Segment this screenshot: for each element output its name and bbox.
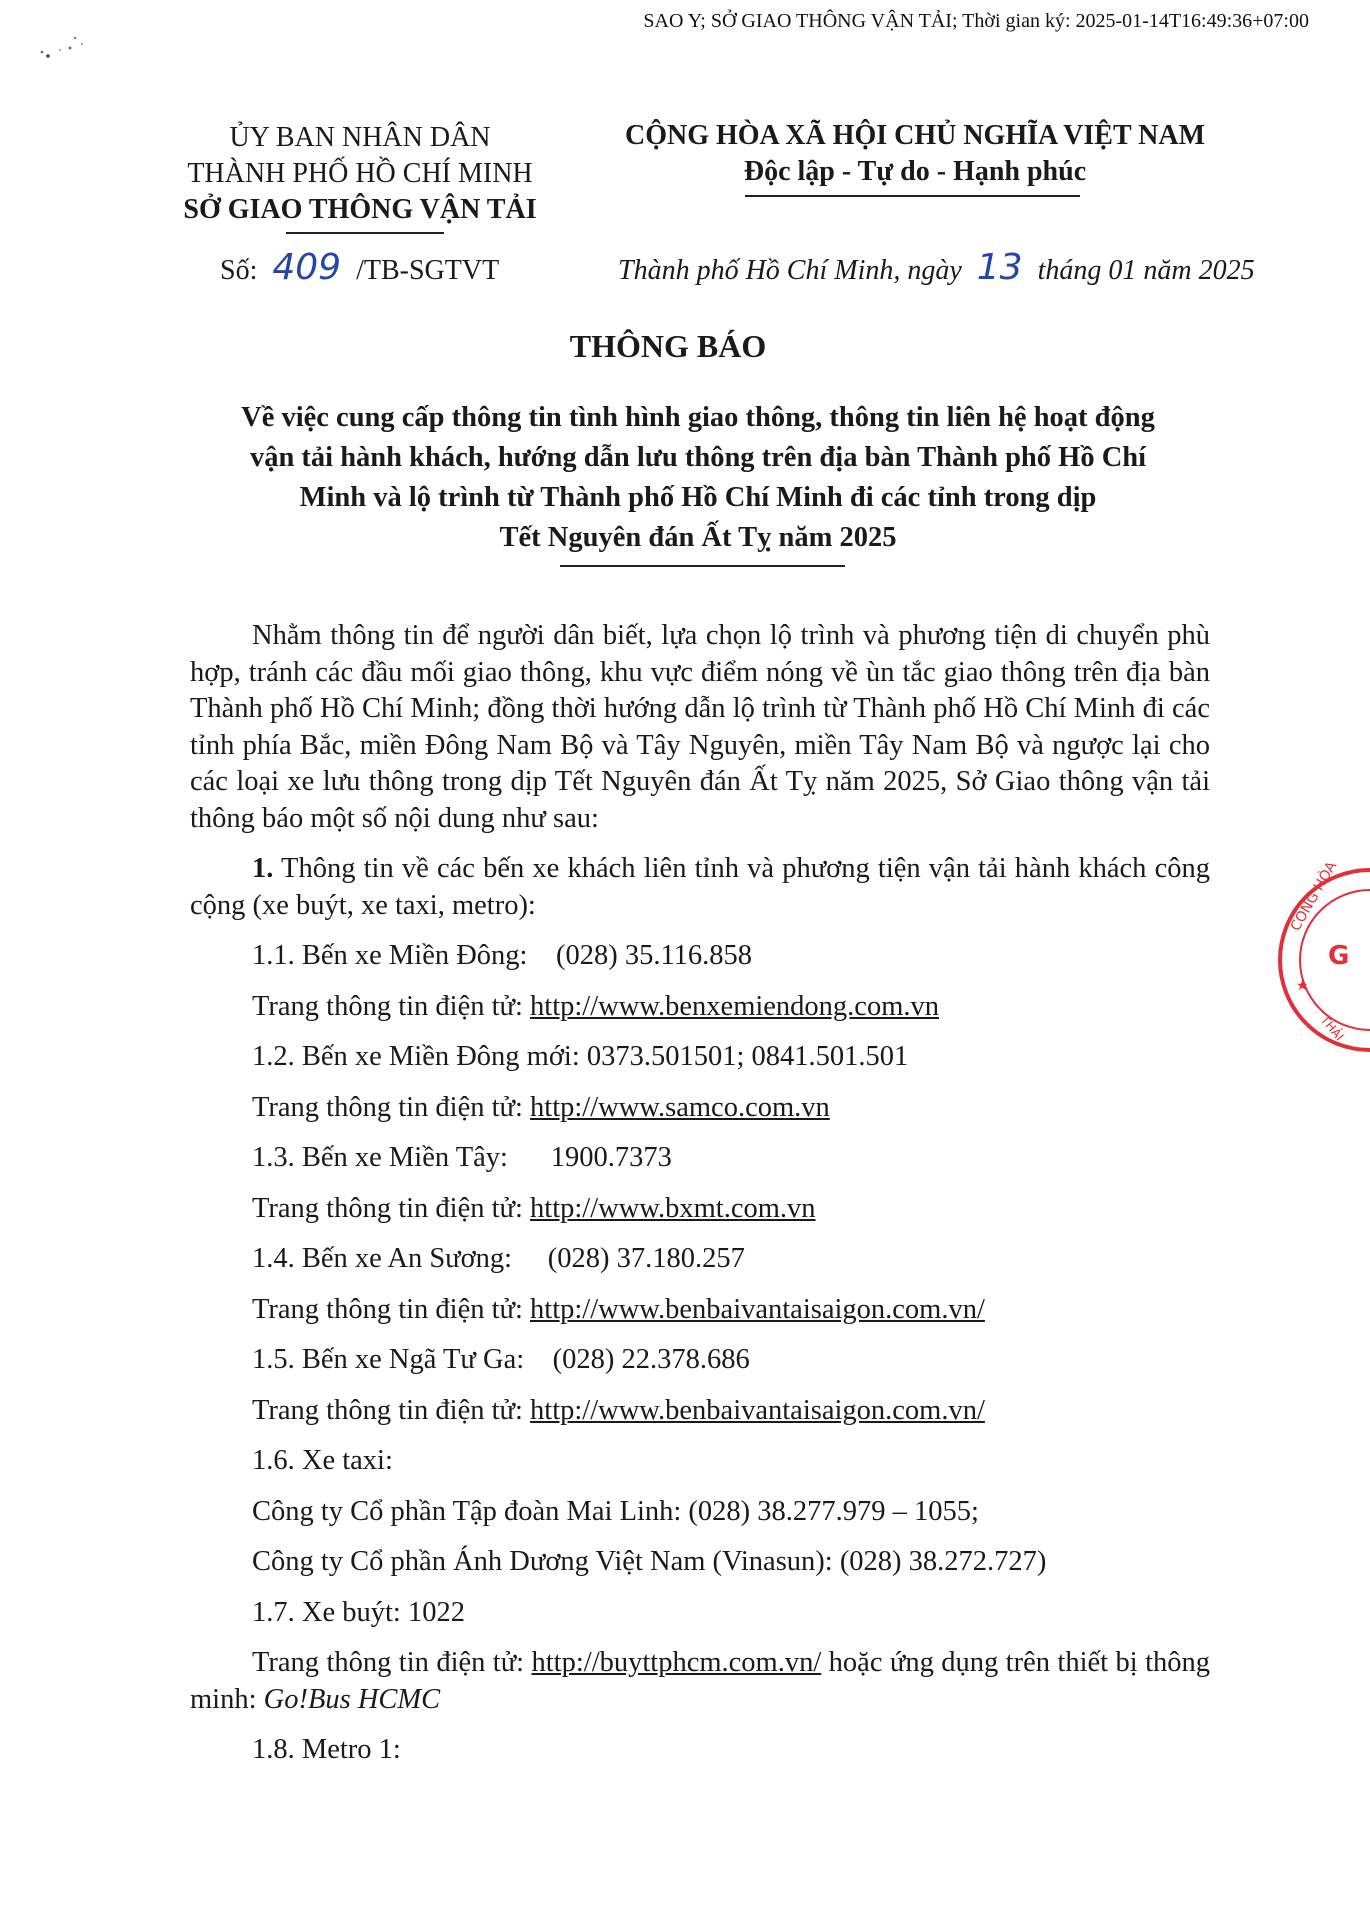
document-subject: Về việc cung cấp thông tin tình hình giao thông, thông tin liên hệ hoạt động vận tải hành khách, hướng dẫn lưu thông trên địa bàn Thành phố Hồ Chí Minh và lộ trình từ Thành phố Hồ Chí Minh đi các tỉnh trong dịp Tết Nguyên đán Ất Tỵ năm 2025 xyxy=(241,402,1155,553)
svg-text:★: ★ xyxy=(1296,978,1309,994)
document-title: THÔNG BÁO xyxy=(569,328,767,364)
scan-specks xyxy=(30,30,110,80)
list-item: Trang thông tin điện tử: http://www.benbaivantaisaigon.com.vn/ xyxy=(252,1293,985,1325)
website-link[interactable]: http://www.samco.com.vn xyxy=(530,1091,830,1123)
list-item: Trang thông tin điện tử: http://www.benbaivantaisaigon.com.vn/ xyxy=(252,1394,985,1426)
taxi-line: Công ty Cổ phần Tập đoàn Mai Linh: (028) 38.277.979 – 1055; xyxy=(252,1495,979,1527)
handwritten-number: 409 xyxy=(272,247,342,288)
handwritten-day: 13 xyxy=(976,247,1023,288)
authority-underline xyxy=(286,232,444,234)
bus-heading: 1.7. Xe buýt: 1022 xyxy=(252,1596,465,1628)
document-body xyxy=(190,618,1210,1769)
list-item: 1.1. Bến xe Miền Đông: (028) 35.116.858 xyxy=(252,940,753,971)
issuing-authority xyxy=(150,120,570,228)
website-link[interactable]: http://www.benbaivantaisaigon.com.vn/ xyxy=(530,1293,985,1325)
issue-date: Thành phố Hồ Chí Minh, ngày 13 tháng 01 năm 2025 xyxy=(618,247,1255,288)
list-item: 1.3. Bến xe Miền Tây: 1900.7373 xyxy=(252,1142,672,1173)
taxi-line: Công ty Cổ phần Ánh Dương Việt Nam (Vinasun): (028) 38.272.727) xyxy=(252,1546,1047,1577)
website-link[interactable]: http://buyttphcm.com.vn/ xyxy=(531,1647,822,1678)
app-name: Go!Bus HCMC xyxy=(263,1683,441,1715)
authority-line-3: SỞ GIAO THÔNG VẬN TẢI xyxy=(183,194,537,225)
svg-text:CÔNG HÒA: CÔNG HÒA xyxy=(1287,858,1341,934)
digital-signature-line: SAO Y; SỞ GIAO THÔNG VẬN TẢI; Thời gian ký: 2025-01-14T16:49:36+07:00 xyxy=(643,10,1309,32)
list-item: 1.2. Bến xe Miền Đông mới: 0373.501501; 0841.501.501 xyxy=(252,1041,909,1072)
document-number: Số: 409 /TB-SGTVT xyxy=(220,247,500,288)
svg-text:THẢI: THẢI xyxy=(1317,1012,1347,1044)
national-motto xyxy=(600,118,1230,190)
motto: Độc lập - Tự do - Hạnh phúc xyxy=(743,156,1087,187)
taxi-heading: 1.6. Xe taxi: xyxy=(252,1445,393,1476)
website-link[interactable]: http://www.bxmt.com.vn xyxy=(530,1192,816,1224)
subject-underline xyxy=(560,565,845,567)
intro-paragraph: Nhằm thông tin để người dân biết, lựa chọn lộ trình và phương tiện di chuyển phù hợp, tránh các đầu mối giao thông, khu vực điểm nóng về ùn tắc giao thông trên địa bàn Thành phố Hồ Chí Minh; đồng thời hướng dẫn lộ trình từ Thành phố Hồ Chí Minh đi các tỉnh phía Bắc, miền Đông Nam Bộ và Tây Nguyên, miền Tây Nam Bộ và ngược lại cho các loại xe lưu thông trong dịp Tết Nguyên đán Ất Tỵ năm 2025, Sở Giao thông vận tải thông báo một số nội dung như sau: xyxy=(190,620,1210,834)
svg-text:G: G xyxy=(1328,941,1350,971)
bus-info: Trang thông tin điện tử: http://buyttphcm.com.vn/ hoặc ứng dụng trên thiết bị thông minh: Go!Bus HCMC xyxy=(190,1647,1210,1715)
country-name: CỘNG HÒA XÃ HỘI CHỦ NGHĨA VIỆT NAM xyxy=(624,120,1206,151)
website-link[interactable]: http://www.benxemiendong.com.vn xyxy=(530,990,939,1022)
list-item: Trang thông tin điện tử: http://www.samco.com.vn xyxy=(252,1091,830,1123)
section-1: 1. Thông tin về các bến xe khách liên tỉnh và phương tiện vận tải hành khách công cộng (xe buýt, xe taxi, metro): xyxy=(190,853,1210,921)
metro-heading: 1.8. Metro 1: xyxy=(252,1734,401,1765)
list-item: Trang thông tin điện tử: http://www.bxmt.com.vn xyxy=(252,1192,816,1224)
motto-underline xyxy=(745,195,1080,197)
website-link[interactable]: http://www.benbaivantaisaigon.com.vn/ xyxy=(530,1394,985,1426)
list-item: 1.4. Bến xe An Sương: (028) 37.180.257 xyxy=(252,1243,745,1274)
list-item: Trang thông tin điện tử: http://www.benxemiendong.com.vn xyxy=(252,990,939,1022)
authority-line-2: THÀNH PHỐ HỒ CHÍ MINH xyxy=(187,158,533,189)
red-seal-stamp xyxy=(1270,860,1370,1060)
list-item: 1.5. Bến xe Ngã Tư Ga: (028) 22.378.686 xyxy=(252,1344,750,1375)
authority-line-1: ỦY BAN NHÂN DÂN xyxy=(229,122,491,153)
